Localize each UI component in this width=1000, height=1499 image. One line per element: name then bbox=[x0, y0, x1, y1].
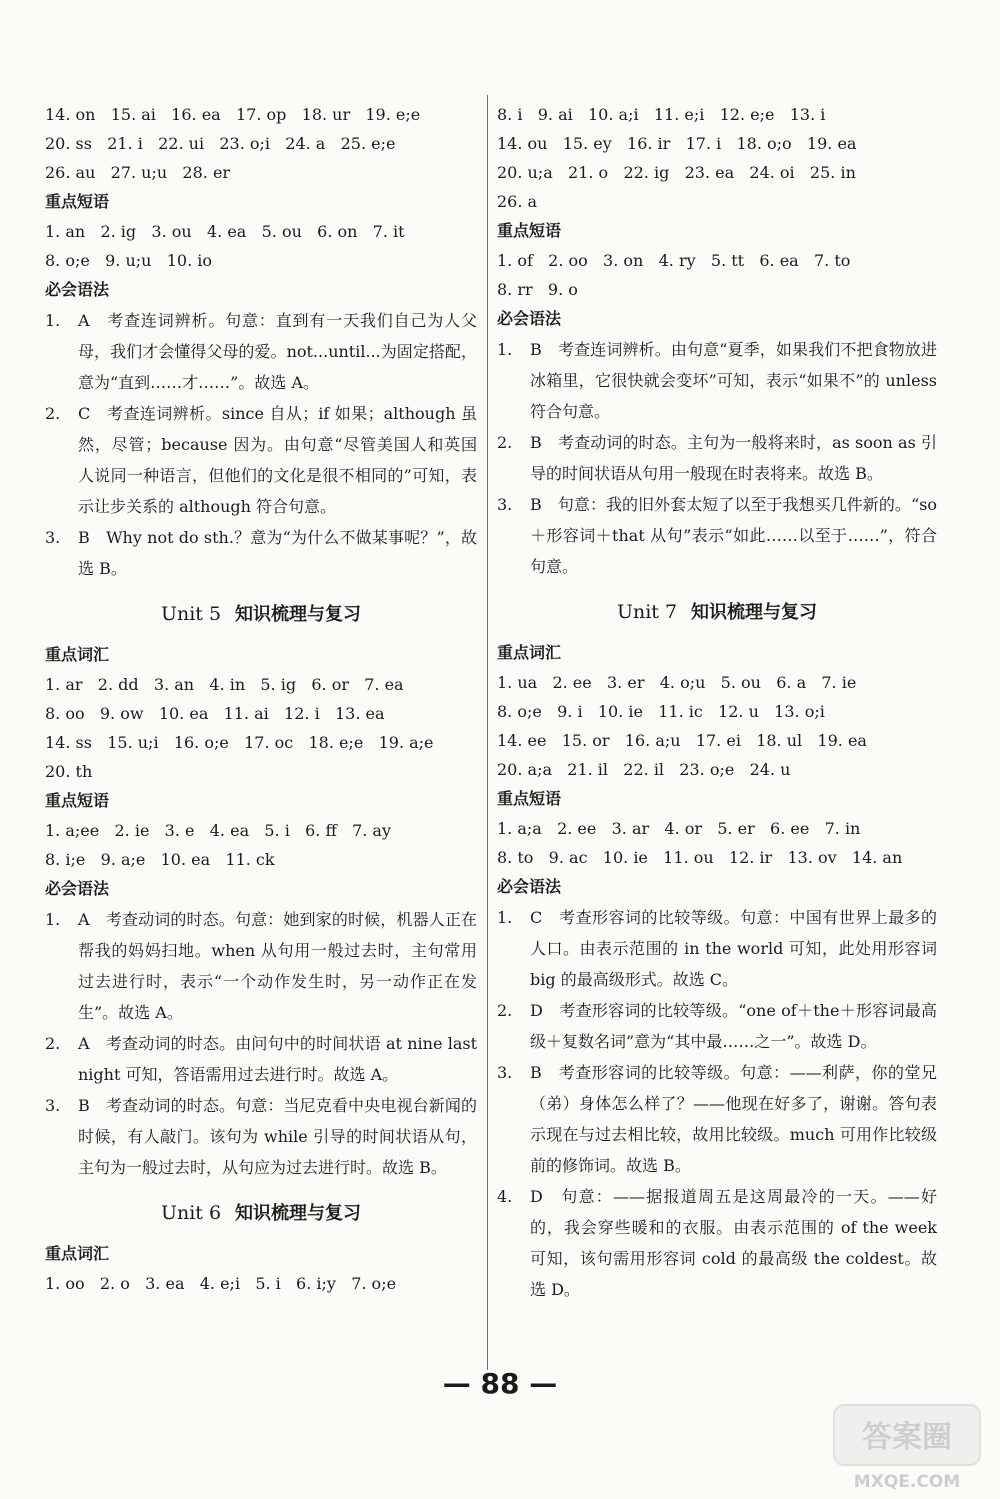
answer-line: 8. o;e 9. i 10. ie 11. ic 12. u 13. o;i bbox=[497, 702, 825, 721]
answer-line: 8. oo 9. ow 10. ea 11. ai 12. i 13. ea bbox=[45, 704, 385, 723]
answer-line: 8. i;e 9. a;e 10. ea 11. ck bbox=[45, 850, 275, 869]
answer-line: 1. of 2. oo 3. on 4. ry 5. tt 6. ea 7. to bbox=[497, 251, 851, 270]
unit-name: Unit 7 bbox=[616, 601, 678, 623]
section-title-phrases: 重点短语 bbox=[497, 221, 562, 240]
unit-name: Unit 5 bbox=[160, 603, 222, 625]
answer-line: 8. rr 9. o bbox=[497, 280, 578, 299]
item-number: 3. bbox=[497, 495, 513, 514]
grammar-item bbox=[497, 489, 937, 582]
item-text: B 考查动词的时态。主句为一般将来时，as soon as 引导的时间状语从句用一般现在时表将来。故选 B。 bbox=[530, 433, 937, 483]
section-title-phrases: 重点短语 bbox=[497, 789, 562, 808]
answer-line: 20. th bbox=[45, 762, 93, 781]
watermark-top-text: 答案圈 bbox=[862, 1420, 952, 1455]
unit-title: 知识梳理与复习 bbox=[691, 602, 818, 623]
grammar-item bbox=[497, 1057, 937, 1181]
grammar-item bbox=[45, 305, 477, 398]
section-title-phrases: 重点短语 bbox=[45, 192, 110, 211]
grammar-item bbox=[497, 334, 937, 427]
grammar-item bbox=[497, 902, 937, 995]
grammar-item bbox=[497, 1181, 937, 1305]
answer-line: 20. a;a 21. il 22. il 23. o;e 24. u bbox=[497, 760, 791, 779]
section-title-grammar: 必会语法 bbox=[45, 879, 110, 898]
answer-line: 26. au 27. u;u 28. er bbox=[45, 163, 231, 182]
item-text: A 考查动词的时态。由问句中的时间状语 at nine last night 可知，答语需用过去进行时。故选 A。 bbox=[78, 1034, 477, 1084]
section-title-vocab: 重点词汇 bbox=[45, 1244, 110, 1263]
item-text: D 考查形容词的比较等级。“one of＋the＋形容词最高级＋复数名词”意为“其中最……之一”。故选 D。 bbox=[530, 1001, 937, 1051]
grammar-item bbox=[45, 1090, 477, 1183]
item-text: A 考查动词的时态。句意：她到家的时候，机器人正在帮我的妈妈扫地。when 从句用一般过去时，主句常用过去进行时，表示“一个动作发生时，另一动作正在发生”。故选 A。 bbox=[78, 910, 477, 1022]
item-text: A 考查连词辨析。句意：直到有一天我们自己为人父母，我们才会懂得父母的爱。not...until...为固定搭配，意为“直到……才……”。故选 A。 bbox=[78, 311, 477, 392]
answer-line: 8. to 9. ac 10. ie 11. ou 12. ir 13. ov 14. an bbox=[497, 848, 903, 867]
item-text: C 考查形容词的比较等级。句意：中国有世界上最多的人口。由表示范围的 in the world 可知，此处用形容词 big 的最高级形式。故选 C。 bbox=[530, 908, 937, 989]
section-title-vocab: 重点词汇 bbox=[497, 643, 562, 662]
watermark-logo-graphic bbox=[832, 1403, 982, 1493]
answer-line: 14. on 15. ai 16. ea 17. op 18. ur 19. e;e bbox=[45, 105, 421, 124]
item-text: C 考查连词辨析。since 自从；if 如果；although 虽然，尽管；because 因为。由句意“尽管美国人和英国人说同一种语言，但他们的文化是很不相同的”可知，表示让步关系的 although 符合句意。 bbox=[78, 404, 477, 516]
section-title-grammar: 必会语法 bbox=[497, 309, 562, 328]
unit-heading-7 bbox=[497, 596, 937, 628]
answer-line: 1. an 2. ig 3. ou 4. ea 5. ou 6. on 7. it bbox=[45, 222, 405, 241]
unit-title: 知识梳理与复习 bbox=[235, 1203, 362, 1224]
item-number: 2. bbox=[497, 433, 513, 452]
grammar-item bbox=[45, 398, 477, 522]
section-title-vocab: 重点词汇 bbox=[45, 645, 110, 664]
left-column bbox=[45, 100, 477, 1298]
answer-line: 14. ou 15. ey 16. ir 17. i 18. o;o 19. ea bbox=[497, 134, 857, 153]
section-title-grammar: 必会语法 bbox=[497, 877, 562, 896]
answer-line: 8. i 9. ai 10. a;i 11. e;i 12. e;e 13. i bbox=[497, 105, 826, 124]
item-number: 2. bbox=[45, 1034, 61, 1053]
left-vocab-continued bbox=[45, 100, 477, 187]
answer-line: 1. a;ee 2. ie 3. e 4. ea 5. i 6. ff 7. ay bbox=[45, 821, 391, 840]
item-number: 1. bbox=[45, 311, 61, 330]
answer-line: 1. a;a 2. ee 3. ar 4. or 5. er 6. ee 7. in bbox=[497, 819, 861, 838]
item-text: B Why not do sth.？意为“为什么不做某事呢？”，故选 B。 bbox=[78, 528, 477, 578]
answer-line: 20. u;a 21. o 22. ig 23. ea 24. oi 25. in bbox=[497, 163, 856, 182]
item-number: 2. bbox=[45, 404, 61, 423]
item-number: 2. bbox=[497, 1001, 513, 1020]
section-title-phrases: 重点短语 bbox=[45, 791, 110, 810]
item-number: 3. bbox=[497, 1063, 513, 1082]
item-text: D 句意：——据报道周五是这周最冷的一天。——好的，我会穿些暖和的衣服。由表示范围的 of the week 可知，该句需用形容词 cold 的最高级 the coldest。故选 D。 bbox=[530, 1187, 937, 1299]
unit-title: 知识梳理与复习 bbox=[235, 604, 362, 625]
right-column bbox=[497, 100, 937, 1305]
column-divider bbox=[487, 95, 488, 1370]
grammar-item bbox=[45, 904, 477, 1028]
item-text: B 句意：我的旧外套太短了以至于我想买几件新的。“so＋形容词＋that 从句”表示“如此……以至于……”，符合句意。 bbox=[530, 495, 937, 576]
grammar-item bbox=[45, 1028, 477, 1090]
answer-line: 14. ss 15. u;i 16. o;e 17. oc 18. e;e 19. a;e bbox=[45, 733, 434, 752]
answer-line: 1. ar 2. dd 3. an 4. in 5. ig 6. or 7. ea bbox=[45, 675, 404, 694]
grammar-item bbox=[497, 995, 937, 1057]
section-title-grammar: 必会语法 bbox=[45, 280, 110, 299]
item-number: 1. bbox=[497, 908, 513, 927]
item-number: 1. bbox=[497, 340, 513, 359]
unit-heading-5 bbox=[45, 598, 477, 630]
watermark-logo bbox=[832, 1403, 982, 1493]
item-number: 4. bbox=[497, 1187, 513, 1206]
item-text: B 考查动词的时态。句意：当尼克看中央电视台新闻的时候，有人敲门。该句为 while 引导的时间状语从句，主句为一般过去时，从句应为过去进行时。故选 B。 bbox=[78, 1096, 477, 1177]
answer-line: 20. ss 21. i 22. ui 23. o;i 24. a 25. e;e bbox=[45, 134, 396, 153]
item-number: 1. bbox=[45, 910, 61, 929]
unit-heading-6 bbox=[45, 1197, 477, 1229]
item-text: B 考查形容词的比较等级。句意：——利萨，你的堂兄（弟）身体怎么样了？——他现在好多了，谢谢。答句表示现在与过去相比较，故用比较级。much 可用作比较级前的修饰词。故选 B。 bbox=[530, 1063, 937, 1175]
answer-line: 1. oo 2. o 3. ea 4. e;i 5. i 6. i;y 7. o;e bbox=[45, 1274, 397, 1293]
item-number: 3. bbox=[45, 528, 61, 547]
unit-name: Unit 6 bbox=[160, 1202, 222, 1224]
item-text: B 考查连词辨析。由句意“夏季，如果我们不把食物放进冰箱里，它很快就会变坏”可知，表示“如果不”的 unless 符合句意。 bbox=[530, 340, 937, 421]
item-number: 3. bbox=[45, 1096, 61, 1115]
page-number: — 88 — bbox=[442, 1367, 558, 1400]
watermark-bottom-text: MXQE.COM bbox=[853, 1472, 961, 1492]
answer-line: 26. a bbox=[497, 192, 538, 211]
grammar-item bbox=[497, 427, 937, 489]
grammar-item bbox=[45, 522, 477, 584]
answer-line: 1. ua 2. ee 3. er 4. o;u 5. ou 6. a 7. ie bbox=[497, 673, 857, 692]
answer-line: 8. o;e 9. u;u 10. io bbox=[45, 251, 212, 270]
answer-line: 14. ee 15. or 16. a;u 17. ei 18. ul 19. ea bbox=[497, 731, 867, 750]
